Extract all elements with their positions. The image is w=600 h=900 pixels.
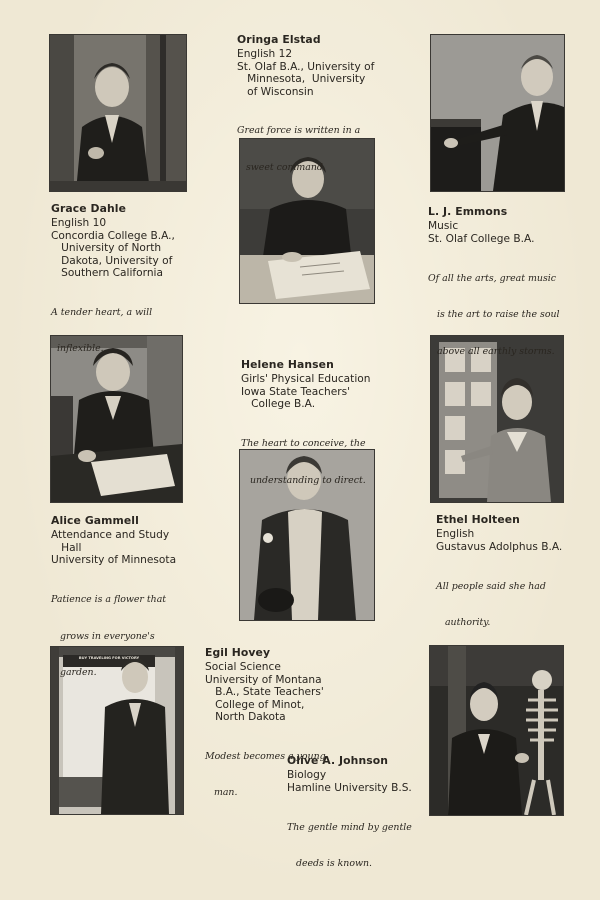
faculty-name: Ethel Holteen xyxy=(436,513,520,526)
quote-line: sweet command. xyxy=(237,162,326,174)
credential-line: Gustavus Adolphus B.A. xyxy=(436,540,563,553)
credential-line: Southern California xyxy=(51,267,163,280)
bio-lj-emmons xyxy=(428,206,560,382)
hovey-wall-sign: BUY TRAVELING FOR VICTORY xyxy=(78,656,140,660)
faculty-quote xyxy=(51,570,176,704)
faculty-name: Grace Dahle xyxy=(51,202,127,215)
bio-grace-dahle xyxy=(51,203,175,380)
credential-line: B.A., State Teachers' xyxy=(205,686,324,699)
credential-line: College B.A. xyxy=(241,398,316,411)
credential-line: Hall xyxy=(51,541,82,554)
faculty-name: Egil Hovey xyxy=(205,646,271,659)
quote-line: above all earthly storms. xyxy=(428,345,555,357)
credential-line: Concordia College B.A., xyxy=(51,229,175,242)
credential-line: College of Minot, xyxy=(205,698,305,711)
faculty-name: Oringa Elstad xyxy=(237,33,321,46)
credential-line: Dakota, University of xyxy=(51,254,173,267)
bio-helene-hansen xyxy=(241,359,370,511)
credential-line: St. Olaf College B.A. xyxy=(428,232,535,245)
quote-line: Modest becomes a young xyxy=(205,750,326,762)
quote-line: deeds is known. xyxy=(287,858,373,870)
credential-line: Attendance and Study xyxy=(51,529,170,542)
quote-line: grows in everyone's xyxy=(51,630,155,642)
quote-line: Of all the arts, great music xyxy=(428,272,556,284)
faculty-quote xyxy=(51,282,175,380)
quote-line: Great force is written in a xyxy=(237,125,361,137)
credential-line: Iowa State Teachers' xyxy=(241,385,351,398)
quote-line: authority. xyxy=(436,617,491,629)
quote-line: inflexible. xyxy=(51,343,104,355)
quote-line: man. xyxy=(205,787,238,799)
credential-line: Minnesota, University xyxy=(237,73,366,86)
credential-line: Hamline University B.S. xyxy=(287,781,412,794)
credential-line: University of Minnesota xyxy=(51,554,177,567)
credential-line: Social Science xyxy=(205,661,281,674)
faculty-quote xyxy=(436,556,562,654)
faculty-name: Alice Gammell xyxy=(51,514,139,527)
quote-line: The gentle mind by gentle xyxy=(287,821,412,833)
bio-olive-johnson xyxy=(287,755,412,895)
faculty-name: Olive A. Johnson xyxy=(287,754,389,767)
portrait-lj-emmons xyxy=(431,35,564,191)
credential-line: University of Montana xyxy=(205,673,322,686)
quote-line: garden. xyxy=(51,667,97,679)
bio-ethel-holteen xyxy=(436,514,562,654)
portrait-grace-dahle xyxy=(50,35,186,191)
quote-line: understanding to direct. xyxy=(241,474,366,486)
faculty-name: L. J. Emmons xyxy=(428,205,508,218)
quote-line: All people said she had xyxy=(436,580,546,592)
credential-line: St. Olaf B.A., University of xyxy=(237,60,375,73)
credential-line: English 10 xyxy=(51,217,107,230)
credential-line: North Dakota xyxy=(205,711,286,724)
faculty-quote xyxy=(237,101,374,199)
quote-line: is the art to raise the soul xyxy=(428,309,560,321)
quote-line: Patience is a flower that xyxy=(51,594,167,606)
credential-line: English xyxy=(436,528,475,541)
credential-line: Biology xyxy=(287,769,327,782)
faculty-quote xyxy=(287,797,412,895)
quote-line: A tender heart, a will xyxy=(51,306,153,318)
faculty-name: Helene Hansen xyxy=(241,358,334,371)
bio-oringa-elstad xyxy=(237,34,374,199)
credential-line: of Wisconsin xyxy=(237,85,314,98)
portrait-olive-johnson xyxy=(430,646,563,815)
credential-line: University of North xyxy=(51,242,162,255)
credential-line: Girls' Physical Education xyxy=(241,373,371,386)
credential-line: Music xyxy=(428,220,459,233)
credential-line: English 12 xyxy=(237,48,293,61)
bio-alice-gammell xyxy=(51,515,176,704)
faculty-quote xyxy=(241,414,370,512)
faculty-quote xyxy=(428,248,560,382)
quote-line: The heart to conceive, the xyxy=(241,438,366,450)
